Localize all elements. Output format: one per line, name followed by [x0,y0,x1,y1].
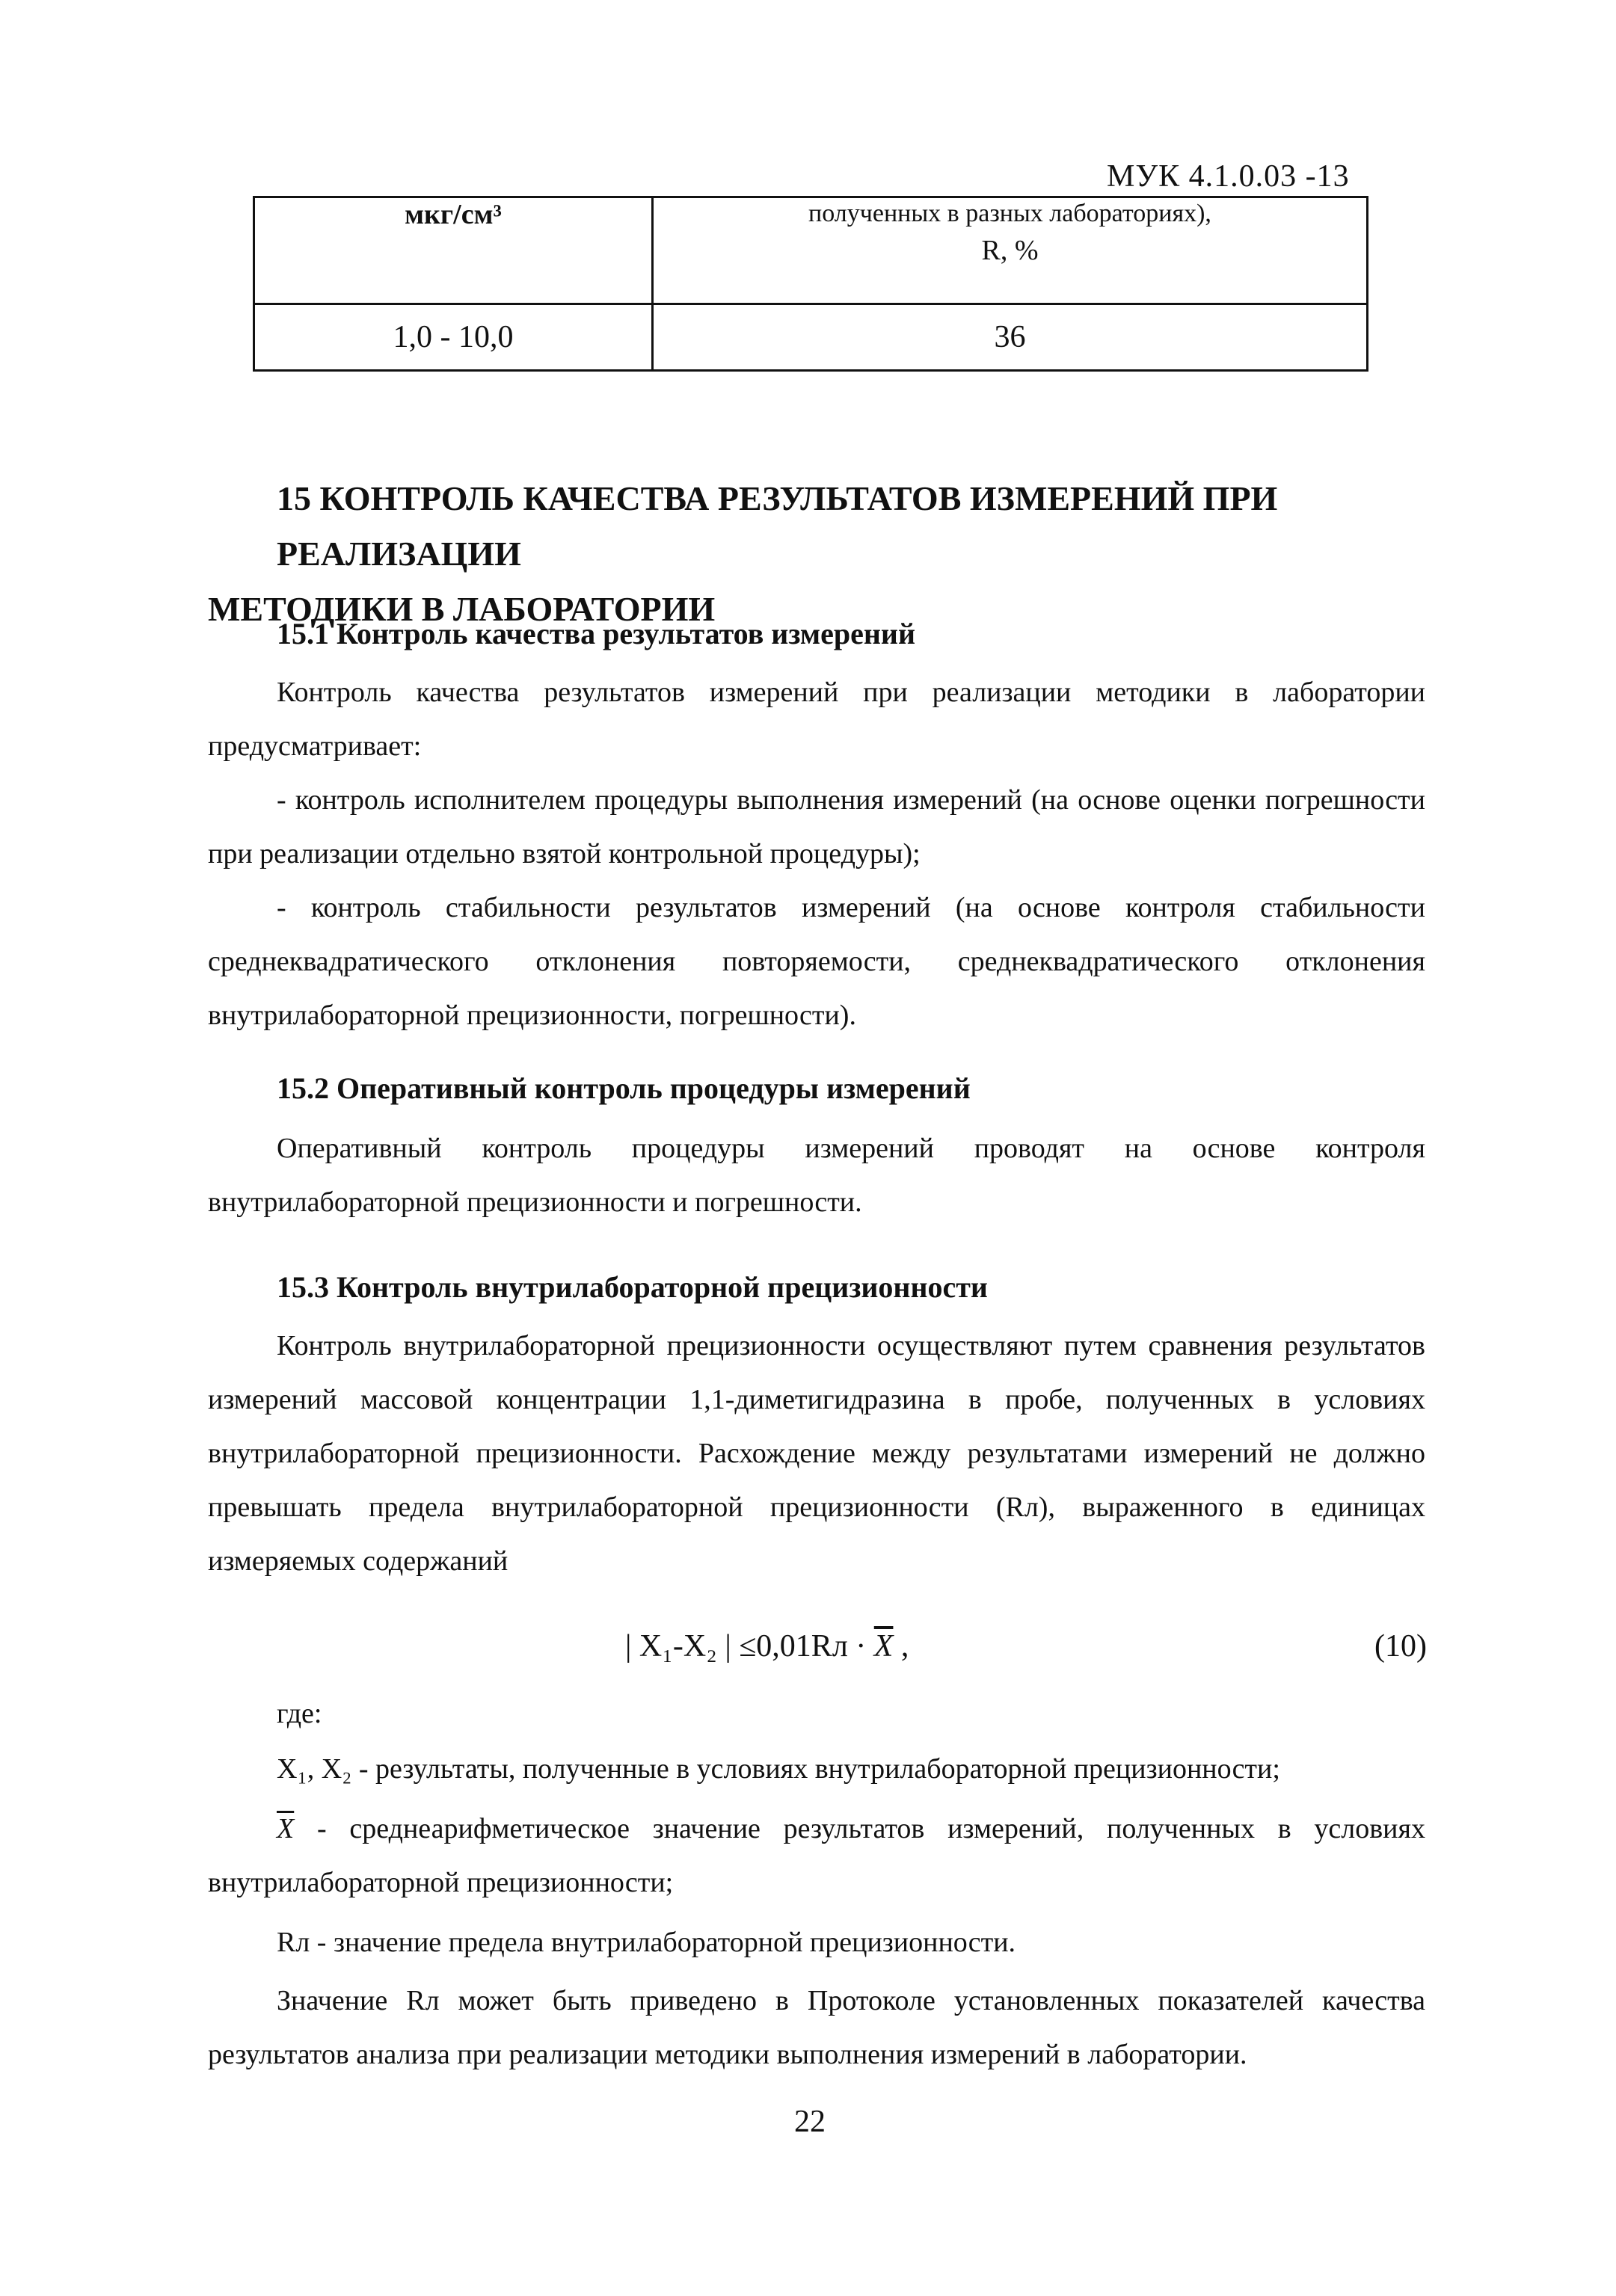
mean-symbol-def: $\overline{X}$ [277,1813,295,1844]
paragraph-15-2: Оперативный контроль процедуры измерений проводят на основе контроля внутрилабораторной прецизионности и погрешности. [208,1133,1425,1218]
paragraph-15-3: Контроль внутрилабораторной прецизионности осуществляют путем сравнения результатов измерений массовой концентрации 1,1-диметигидразина в пробе, полученных в условиях внутрилабораторной прецизионности. Расхождение между результатами измерений не должно превышать предела внутрилабораторной прецизионности (Rл), выраженного в единицах измеряемых содержаний [208,1330,1425,1577]
table-header-cell-unit [254,197,653,304]
page-number: 22 [794,2105,826,2139]
heading-15-2: 15.2 Оперативный контроль процедуры измерений [277,1071,971,1105]
definition-x1-x2: X₁, X₂ - результаты, полученные в условиях внутрилабораторной прецизионности; [277,1753,1280,1785]
section-title-line2: МЕТОДИКИ В ЛАБОРАТОРИИ [208,590,716,628]
section-title [208,471,1421,637]
paragraph-15-1-intro: Контроль качества результатов измерений при реализации методики в лаборатории предусматривает: [208,677,1425,762]
mean-symbol: $\overline{X}$ [873,1629,894,1663]
table-header-text: полученных в разных лабораториях), [808,200,1211,227]
document-code: МУК 4.1.0.03 -13 [1107,159,1350,194]
equation-number: (10) [1374,1629,1427,1663]
table-row [254,304,1368,371]
paragraph-rl-value: Значение Rл может быть приведено в Протоколе установленных показателей качества результатов анализа при реализации методики выполнения измерений в лаборатории. [208,1985,1425,2070]
table-cell-range: 1,0 - 10,0 [254,304,653,371]
data-table [253,196,1368,372]
where-label: где: [277,1698,322,1729]
paragraph-15-1-item2: - контроль стабильности результатов измерений (на основе контроля стабильности среднеквадратического отклонения повторяемости, среднеквадратического отклонения внутрилабораторной прецизионности, погрешности). [208,892,1425,1031]
table-header-row [254,197,1368,304]
table-header-symbol: R, % [981,235,1039,266]
formula-10: | X₁-X₂ | $\le 0,01Rл \cdot \overline{X}$ , [625,1629,909,1663]
heading-15-3: 15.3 Контроль внутрилабораторной прецизионности [277,1270,988,1304]
heading-15-1: 15.1 Контроль качества результатов измерений [277,617,915,650]
section-title-line1: 15 КОНТРОЛЬ КАЧЕСТВА РЕЗУЛЬТАТОВ ИЗМЕРЕНИЙ ПРИ РЕАЛИЗАЦИИ [277,479,1278,573]
table-header-unit: мкг/см³ [405,199,502,230]
definition-mean: $\overline{X}$ - среднеарифметическое значение результатов измерений, полученных в условиях внутрилабораторной прецизионности; [208,1813,1425,1898]
table-cell-value: 36 [653,304,1368,371]
definition-rl: Rл - значение предела внутрилабораторной прецизионности. [277,1927,1016,1958]
table-header-cell-reproducibility [653,197,1368,304]
paragraph-15-1-item1: - контроль исполнителем процедуры выполнения измерений (на основе оценки погрешности при реализации отдельно взятой контрольной процедуры); [208,784,1425,870]
